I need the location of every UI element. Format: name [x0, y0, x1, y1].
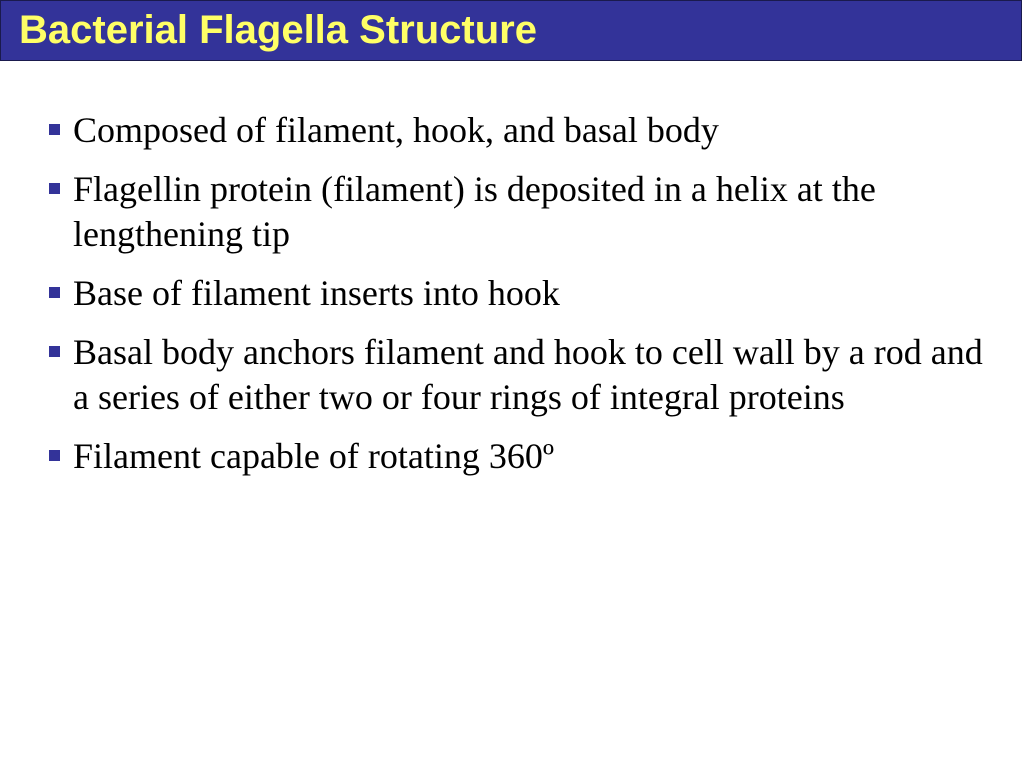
- bullet-item: [44, 271, 994, 316]
- square-bullet-icon: [49, 287, 60, 298]
- bullet-text: Basal body anchors filament and hook to cell wall by a rod and a series of either two or four rings of integral proteins: [73, 332, 983, 417]
- bullet-list: [44, 108, 994, 493]
- bullet-item: [44, 434, 994, 479]
- bullet-text: Base of filament inserts into hook: [73, 273, 560, 313]
- slide-title: Bacterial Flagella Structure: [19, 8, 537, 52]
- bullet-text: Flagellin protein (filament) is deposited in a helix at the lengthening tip: [73, 169, 876, 254]
- bullet-item: [44, 330, 994, 420]
- square-bullet-icon: [49, 450, 60, 461]
- bullet-item: [44, 108, 994, 153]
- bullet-text: Composed of filament, hook, and basal body: [73, 110, 719, 150]
- square-bullet-icon: [49, 124, 60, 135]
- square-bullet-icon: [49, 183, 60, 194]
- title-bar: [0, 0, 1022, 61]
- bullet-text: Filament capable of rotating 360º: [73, 436, 555, 476]
- square-bullet-icon: [49, 346, 60, 357]
- bullet-item: [44, 167, 994, 257]
